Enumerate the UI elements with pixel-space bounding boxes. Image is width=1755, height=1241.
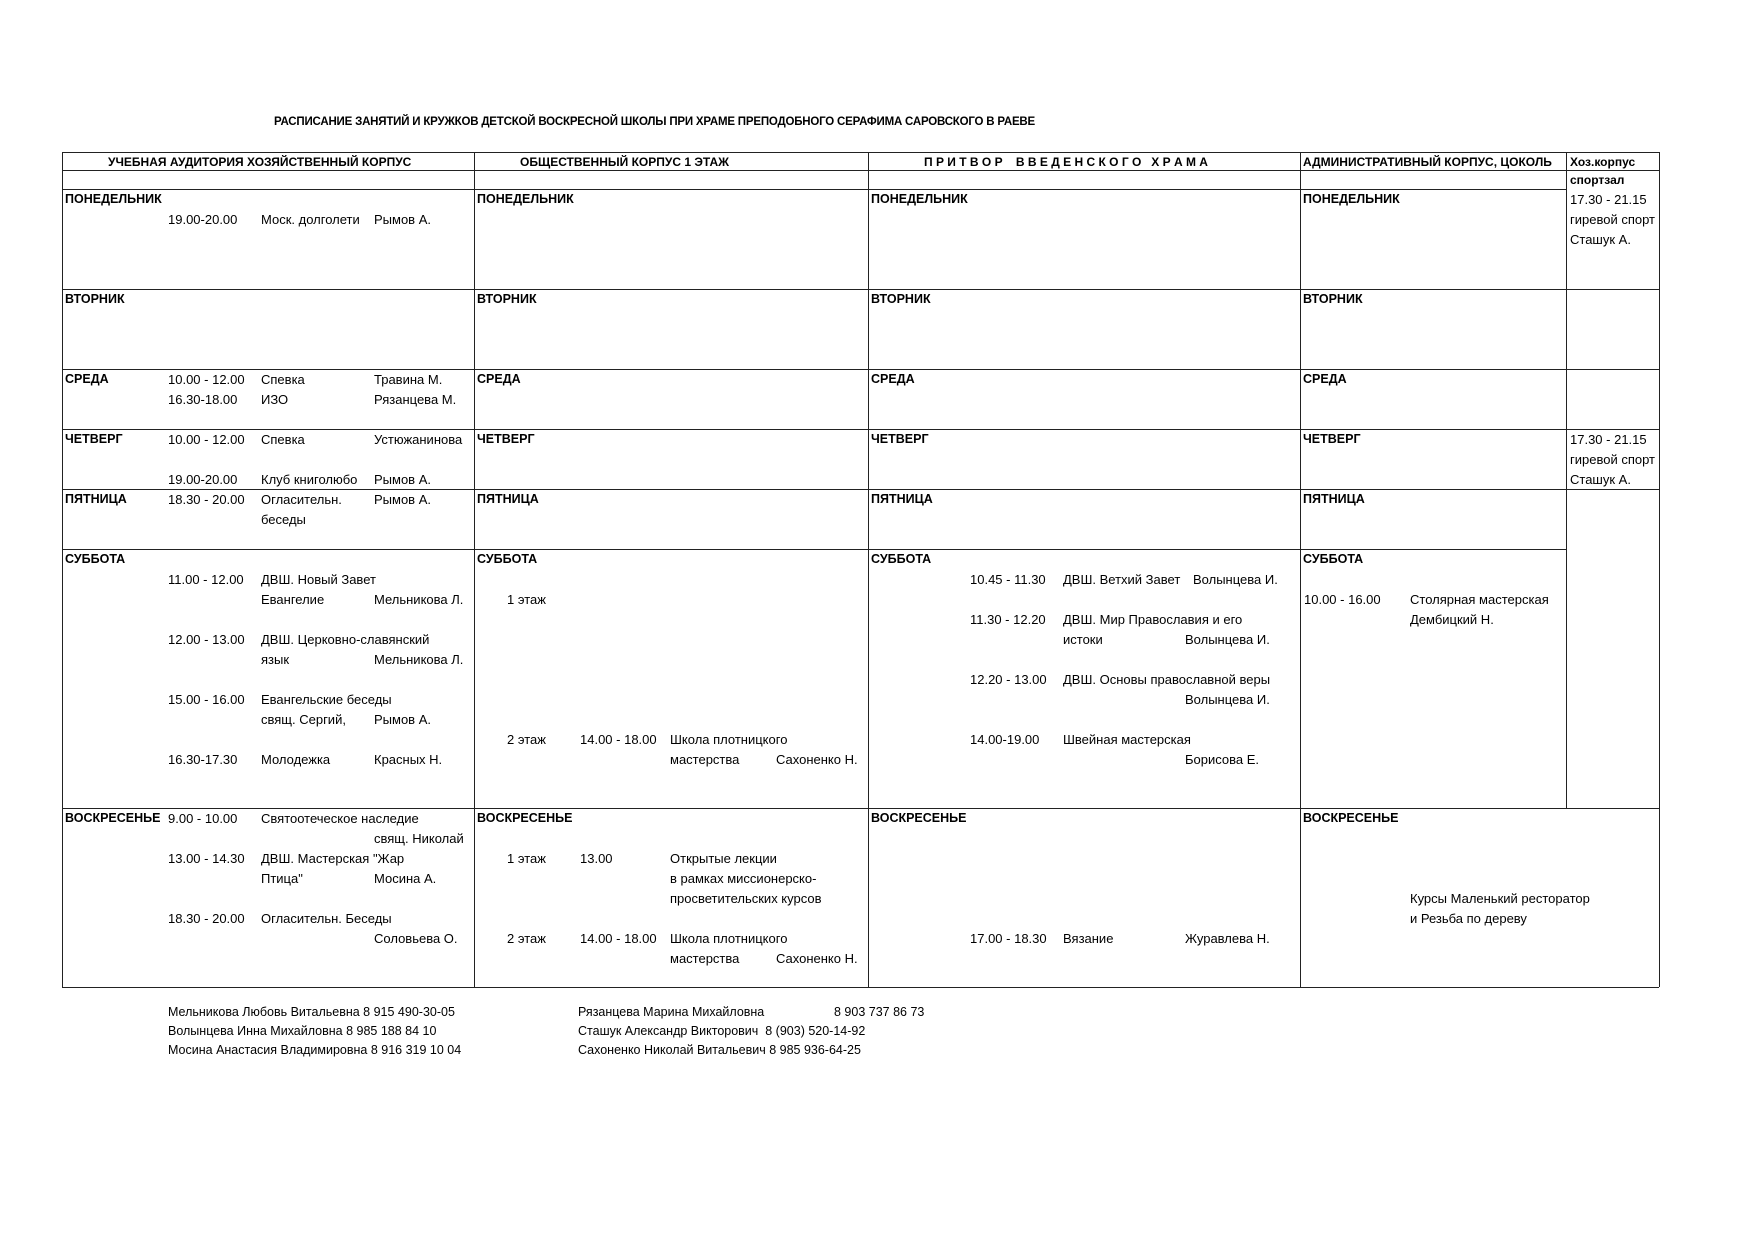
table-border-top — [62, 152, 1659, 153]
entry-name: истоки — [1063, 632, 1103, 647]
entry-floor: 2 этаж — [507, 732, 546, 747]
page-title: РАСПИСАНИЕ ЗАНЯТИЙ И КРУЖКОВ ДЕТСКОЙ ВОСКРЕСНОЙ ШКОЛЫ ПРИ ХРАМЕ ПРЕПОДОБНОГО СЕРАФИМА САРОВСКОГО В РАЕВЕ — [274, 116, 1035, 128]
entry-name: Вязание — [1063, 931, 1114, 946]
entry-teacher: Волынцева И. — [1193, 572, 1278, 587]
entry-name: гиревой спорт — [1570, 452, 1655, 467]
day-label: ВОСКРЕСЕНЬЕ — [65, 811, 161, 825]
entry-name: в рамках миссионерско- — [670, 871, 817, 886]
entry-teacher: Волынцева И. — [1185, 632, 1270, 647]
column-header: УЧЕБНАЯ АУДИТОРИЯ ХОЗЯЙСТВЕННЫЙ КОРПУС — [108, 155, 412, 169]
col-divider — [868, 152, 869, 987]
entry-teacher: свящ. Николай — [374, 831, 464, 846]
entry-name: ДВШ. Мастерская "Жар — [261, 851, 405, 866]
entry-time: 10.00 - 12.00 — [168, 432, 245, 447]
entry-time: 14.00 - 18.00 — [580, 931, 657, 946]
entry-name: ДВШ. Ветхий Завет — [1063, 572, 1181, 587]
entry-name: язык — [261, 652, 290, 667]
entry-name: Огласительн. — [261, 492, 342, 507]
day-label: СУББОТА — [477, 552, 538, 566]
entry-time: 13.00 — [580, 851, 613, 866]
entry-time: 17.30 - 21.15 — [1570, 192, 1647, 207]
day-label: ЧЕТВЕРГ — [1303, 432, 1361, 446]
day-label: ПЯТНИЦА — [871, 492, 933, 506]
entry-time: 17.00 - 18.30 — [970, 931, 1047, 946]
table-border-left — [62, 152, 63, 987]
contact-phone: 8 903 737 86 73 — [834, 1005, 925, 1019]
entry-time: 10.00 - 16.00 — [1304, 592, 1381, 607]
day-label: СУББОТА — [871, 552, 932, 566]
col-divider — [1300, 152, 1301, 987]
entry-name: Евангелие — [261, 592, 325, 607]
entry-teacher: Рымов А. — [374, 712, 431, 727]
day-label: ВОСКРЕСЕНЬЕ — [871, 811, 967, 825]
entry-teacher: Сташук А. — [1570, 472, 1631, 487]
entry-name: Курсы Маленький ресторатор — [1410, 891, 1590, 906]
row-divider — [62, 189, 1566, 190]
entry-time: 10.45 - 11.30 — [970, 572, 1046, 587]
entry-time: 14.00-19.00 — [970, 732, 1040, 747]
entry-time: 17.30 - 21.15 — [1570, 432, 1647, 447]
entry-time: 12.20 - 13.00 — [970, 672, 1047, 687]
entry-name: Школа плотницкого — [670, 732, 788, 747]
day-label: ЧЕТВЕРГ — [477, 432, 535, 446]
entry-name: Спевка — [261, 372, 305, 387]
row-divider — [62, 170, 1659, 171]
entry-name: Птица" — [261, 871, 303, 886]
day-label: ВТОРНИК — [477, 292, 537, 306]
entry-teacher: Дембицкий Н. — [1410, 612, 1494, 627]
entry-teacher: Сахоненко Н. — [776, 951, 858, 966]
entry-name: ДВШ. Мир Православия и его — [1063, 612, 1243, 627]
entry-name: Спевка — [261, 432, 305, 447]
day-label: ПОНЕДЕЛЬНИК — [1303, 192, 1400, 206]
entry-name: Огласительн. Беседы — [261, 911, 392, 926]
entry-time: 11.00 - 12.00 — [168, 572, 244, 587]
entry-time: 9.00 - 10.00 — [168, 811, 238, 826]
entry-time: 14.00 - 18.00 — [580, 732, 657, 747]
entry-name: просветительских курсов — [670, 891, 822, 906]
day-label: ЧЕТВЕРГ — [871, 432, 929, 446]
entry-teacher: Рымов А. — [374, 492, 431, 507]
entry-floor: 1 этаж — [507, 592, 546, 607]
entry-name: ИЗО — [261, 392, 289, 407]
entry-teacher: Рязанцева М. — [374, 392, 457, 407]
column-header: Хоз.корпус — [1570, 155, 1636, 169]
entry-floor: 2 этаж — [507, 931, 546, 946]
row-divider — [62, 549, 1566, 550]
entry-time: 12.00 - 13.00 — [168, 632, 245, 647]
entry-name: Молодежка — [261, 752, 331, 767]
row-divider — [62, 489, 1659, 490]
day-label: ПОНЕДЕЛЬНИК — [871, 192, 968, 206]
entry-name: Клуб книголюбо — [261, 472, 358, 487]
col-divider — [474, 152, 475, 987]
entry-teacher: Борисова Е. — [1185, 752, 1260, 767]
day-label: ВОСКРЕСЕНЬЕ — [1303, 811, 1399, 825]
day-label: СУББОТА — [65, 552, 126, 566]
day-label: СРЕДА — [477, 372, 521, 386]
entry-teacher: Рымов А. — [374, 472, 431, 487]
entry-name: свящ. Сергий, — [261, 712, 346, 727]
contact-line: Волынцева Инна Михайловна 8 985 188 84 10 — [168, 1024, 437, 1038]
day-label: СРЕДА — [65, 372, 109, 386]
day-label: ВТОРНИК — [871, 292, 931, 306]
table-border-right — [1659, 152, 1660, 987]
day-label: ПЯТНИЦА — [477, 492, 539, 506]
entry-teacher: Сташук А. — [1570, 232, 1631, 247]
entry-time: 18.30 - 20.00 — [168, 911, 245, 926]
row-divider — [62, 808, 1659, 809]
entry-name: и Резьба по дереву — [1410, 911, 1527, 926]
entry-time: 16.30-18.00 — [168, 392, 238, 407]
entry-name: мастерства — [670, 752, 740, 767]
contact-line: Мельникова Любовь Витальевна 8 915 490-30-05 — [168, 1005, 455, 1019]
day-label: ВТОРНИК — [65, 292, 125, 306]
entry-teacher: Сахоненко Н. — [776, 752, 858, 767]
table-border-bottom — [62, 987, 1659, 988]
entry-name: Столярная мастерская — [1410, 592, 1549, 607]
entry-name: Открытые лекции — [670, 851, 777, 866]
day-label: ПЯТНИЦА — [65, 492, 127, 506]
entry-floor: 1 этаж — [507, 851, 546, 866]
entry-time: 13.00 - 14.30 — [168, 851, 245, 866]
column-subheader: спортзал — [1570, 173, 1625, 187]
entry-teacher: Мосина А. — [374, 871, 437, 886]
entry-name: Школа плотницкого — [670, 931, 788, 946]
row-divider — [62, 429, 1659, 430]
entry-name: ДВШ. Новый Завет — [261, 572, 376, 587]
entry-teacher: Соловьева О. — [374, 931, 458, 946]
entry-name: ДВШ. Основы православной веры — [1063, 672, 1271, 687]
row-divider — [62, 289, 1659, 290]
entry-time: 11.30 - 12.20 — [970, 612, 1046, 627]
day-label: ПЯТНИЦА — [1303, 492, 1365, 506]
column-header: АДМИНИСТРАТИВНЫЙ КОРПУС, ЦОКОЛЬ — [1303, 155, 1552, 169]
entry-teacher: Травина М. — [374, 372, 443, 387]
day-label: СУББОТА — [1303, 552, 1364, 566]
entry-teacher: Устюжанинова — [374, 432, 463, 447]
entry-name: Святоотеческое наследие — [261, 811, 419, 826]
day-label: ПОНЕДЕЛЬНИК — [65, 192, 162, 206]
column-header: П Р И Т В О Р В В Е Д Е Н С К О Г О Х Р А М А — [924, 155, 1208, 169]
contact-name: Рязанцева Марина Михайловна — [578, 1005, 765, 1019]
entry-time: 10.00 - 12.00 — [168, 372, 245, 387]
entry-time: 19.00-20.00 — [168, 472, 238, 487]
entry-teacher: Мельникова Л. — [374, 592, 464, 607]
entry-teacher: Мельникова Л. — [374, 652, 464, 667]
entry-time: 16.30-17.30 — [168, 752, 238, 767]
entry-name: беседы — [261, 512, 306, 527]
day-label: ЧЕТВЕРГ — [65, 432, 123, 446]
row-divider — [62, 369, 1659, 370]
entry-time: 19.00-20.00 — [168, 212, 238, 227]
day-label: ПОНЕДЕЛЬНИК — [477, 192, 574, 206]
entry-name: гиревой спорт — [1570, 212, 1655, 227]
col-divider — [1566, 152, 1567, 808]
entry-time: 18.30 - 20.00 — [168, 492, 245, 507]
day-label: ВТОРНИК — [1303, 292, 1363, 306]
entry-name: Моск. долголети — [261, 212, 360, 227]
entry-name: мастерства — [670, 951, 740, 966]
column-header: ОБЩЕСТВЕННЫЙ КОРПУС 1 ЭТАЖ — [520, 155, 729, 169]
day-label: СРЕДА — [1303, 372, 1347, 386]
entry-teacher: Рымов А. — [374, 212, 431, 227]
contact-line: Сахоненко Николай Витальевич 8 985 936-64-25 — [578, 1043, 861, 1057]
day-label: СРЕДА — [871, 372, 915, 386]
contact-line: Сташук Александр Викторович 8 (903) 520-14-92 — [578, 1024, 866, 1038]
entry-teacher: Волынцева И. — [1185, 692, 1270, 707]
entry-name: Евангельские беседы — [261, 692, 392, 707]
entry-name: Швейная мастерская — [1063, 732, 1191, 747]
entry-teacher: Журавлева Н. — [1185, 931, 1270, 946]
contact-line: Мосина Анастасия Владимировна 8 916 319 10 04 — [168, 1043, 462, 1057]
entry-name: ДВШ. Церковно-славянский — [261, 632, 430, 647]
entry-time: 15.00 - 16.00 — [168, 692, 245, 707]
entry-teacher: Красных Н. — [374, 752, 443, 767]
day-label: ВОСКРЕСЕНЬЕ — [477, 811, 573, 825]
